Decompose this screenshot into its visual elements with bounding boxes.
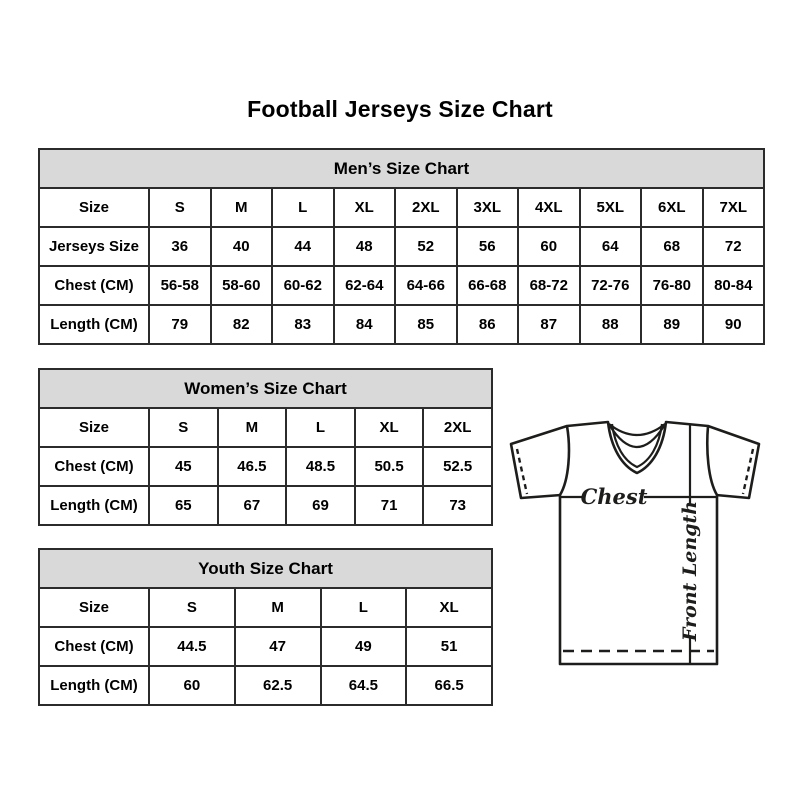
row-label: Length (CM) <box>39 305 149 344</box>
value-cell: 62.5 <box>235 666 321 705</box>
men-size-column-header-0: S <box>149 188 211 227</box>
value-cell: 60 <box>149 666 235 705</box>
value-cell: 64 <box>580 227 642 266</box>
women-size-column-header-3: XL <box>355 408 424 447</box>
value-cell: 66-68 <box>457 266 519 305</box>
row-label: Chest (CM) <box>39 627 149 666</box>
youth-size-column-header-0: S <box>149 588 235 627</box>
youth-table-title: Youth Size Chart <box>39 549 492 588</box>
value-cell: 44 <box>272 227 334 266</box>
value-cell: 85 <box>395 305 457 344</box>
value-cell: 46.5 <box>218 447 287 486</box>
row-label: Jerseys Size <box>39 227 149 266</box>
value-cell: 90 <box>703 305 765 344</box>
men-table-row <box>39 266 764 305</box>
value-cell: 52.5 <box>423 447 492 486</box>
collar-back-arc <box>609 424 665 435</box>
women-size-column-header-4: 2XL <box>423 408 492 447</box>
row-label: Length (CM) <box>39 486 149 525</box>
youth-table-row <box>39 666 492 705</box>
row-label: Length (CM) <box>39 666 149 705</box>
men-table-title: Men’s Size Chart <box>39 149 764 188</box>
youth-size-column-header-3: XL <box>406 588 492 627</box>
men-size-corner-cell: Size <box>39 188 149 227</box>
youth-size-table <box>38 548 493 706</box>
value-cell: 76-80 <box>641 266 703 305</box>
value-cell: 80-84 <box>703 266 765 305</box>
value-cell: 64-66 <box>395 266 457 305</box>
value-cell: 71 <box>355 486 424 525</box>
value-cell: 72 <box>703 227 765 266</box>
row-label: Chest (CM) <box>39 447 149 486</box>
men-size-column-header-6: 4XL <box>518 188 580 227</box>
women-table-title-row <box>39 369 492 408</box>
value-cell: 50.5 <box>355 447 424 486</box>
value-cell: 49 <box>321 627 407 666</box>
men-table-row <box>39 227 764 266</box>
value-cell: 68 <box>641 227 703 266</box>
value-cell: 56 <box>457 227 519 266</box>
value-cell: 58-60 <box>211 266 273 305</box>
mens-size-table <box>38 148 765 345</box>
value-cell: 67 <box>218 486 287 525</box>
women-table-title: Women’s Size Chart <box>39 369 492 408</box>
youth-table-header-row <box>39 588 492 627</box>
jersey-measurement-diagram <box>505 400 765 680</box>
women-size-corner-cell: Size <box>39 408 149 447</box>
value-cell: 40 <box>211 227 273 266</box>
value-cell: 83 <box>272 305 334 344</box>
women-size-column-header-2: L <box>286 408 355 447</box>
men-size-column-header-9: 7XL <box>703 188 765 227</box>
value-cell: 65 <box>149 486 218 525</box>
value-cell: 84 <box>334 305 396 344</box>
value-cell: 56-58 <box>149 266 211 305</box>
men-table-header-row <box>39 188 764 227</box>
value-cell: 45 <box>149 447 218 486</box>
value-cell: 82 <box>211 305 273 344</box>
chest-measure-label: Chest <box>580 484 648 509</box>
women-size-column-header-1: M <box>218 408 287 447</box>
value-cell: 47 <box>235 627 321 666</box>
value-cell: 73 <box>423 486 492 525</box>
youth-table-title-row <box>39 549 492 588</box>
value-cell: 66.5 <box>406 666 492 705</box>
value-cell: 60-62 <box>272 266 334 305</box>
women-table-row <box>39 486 492 525</box>
value-cell: 64.5 <box>321 666 407 705</box>
men-size-column-header-3: XL <box>334 188 396 227</box>
value-cell: 79 <box>149 305 211 344</box>
value-cell: 86 <box>457 305 519 344</box>
men-size-column-header-4: 2XL <box>395 188 457 227</box>
value-cell: 72-76 <box>580 266 642 305</box>
men-size-column-header-1: M <box>211 188 273 227</box>
women-table-row <box>39 447 492 486</box>
men-table-title-row <box>39 149 764 188</box>
value-cell: 48 <box>334 227 396 266</box>
value-cell: 88 <box>580 305 642 344</box>
value-cell: 89 <box>641 305 703 344</box>
men-size-column-header-5: 3XL <box>457 188 519 227</box>
men-size-column-header-2: L <box>272 188 334 227</box>
men-size-column-header-8: 6XL <box>641 188 703 227</box>
value-cell: 36 <box>149 227 211 266</box>
value-cell: 69 <box>286 486 355 525</box>
womens-size-table <box>38 368 493 526</box>
youth-table-row <box>39 627 492 666</box>
youth-size-corner-cell: Size <box>39 588 149 627</box>
value-cell: 51 <box>406 627 492 666</box>
front-length-measure-label: Front Length <box>679 500 701 642</box>
jersey-right-sleeve <box>708 426 759 498</box>
row-label: Chest (CM) <box>39 266 149 305</box>
value-cell: 60 <box>518 227 580 266</box>
men-size-column-header-7: 5XL <box>580 188 642 227</box>
value-cell: 48.5 <box>286 447 355 486</box>
value-cell: 68-72 <box>518 266 580 305</box>
youth-size-column-header-2: L <box>321 588 407 627</box>
page-title: Football Jerseys Size Chart <box>247 96 553 122</box>
value-cell: 44.5 <box>149 627 235 666</box>
value-cell: 87 <box>518 305 580 344</box>
men-table-row <box>39 305 764 344</box>
women-size-column-header-0: S <box>149 408 218 447</box>
value-cell: 62-64 <box>334 266 396 305</box>
value-cell: 52 <box>395 227 457 266</box>
women-table-header-row <box>39 408 492 447</box>
youth-size-column-header-1: M <box>235 588 321 627</box>
